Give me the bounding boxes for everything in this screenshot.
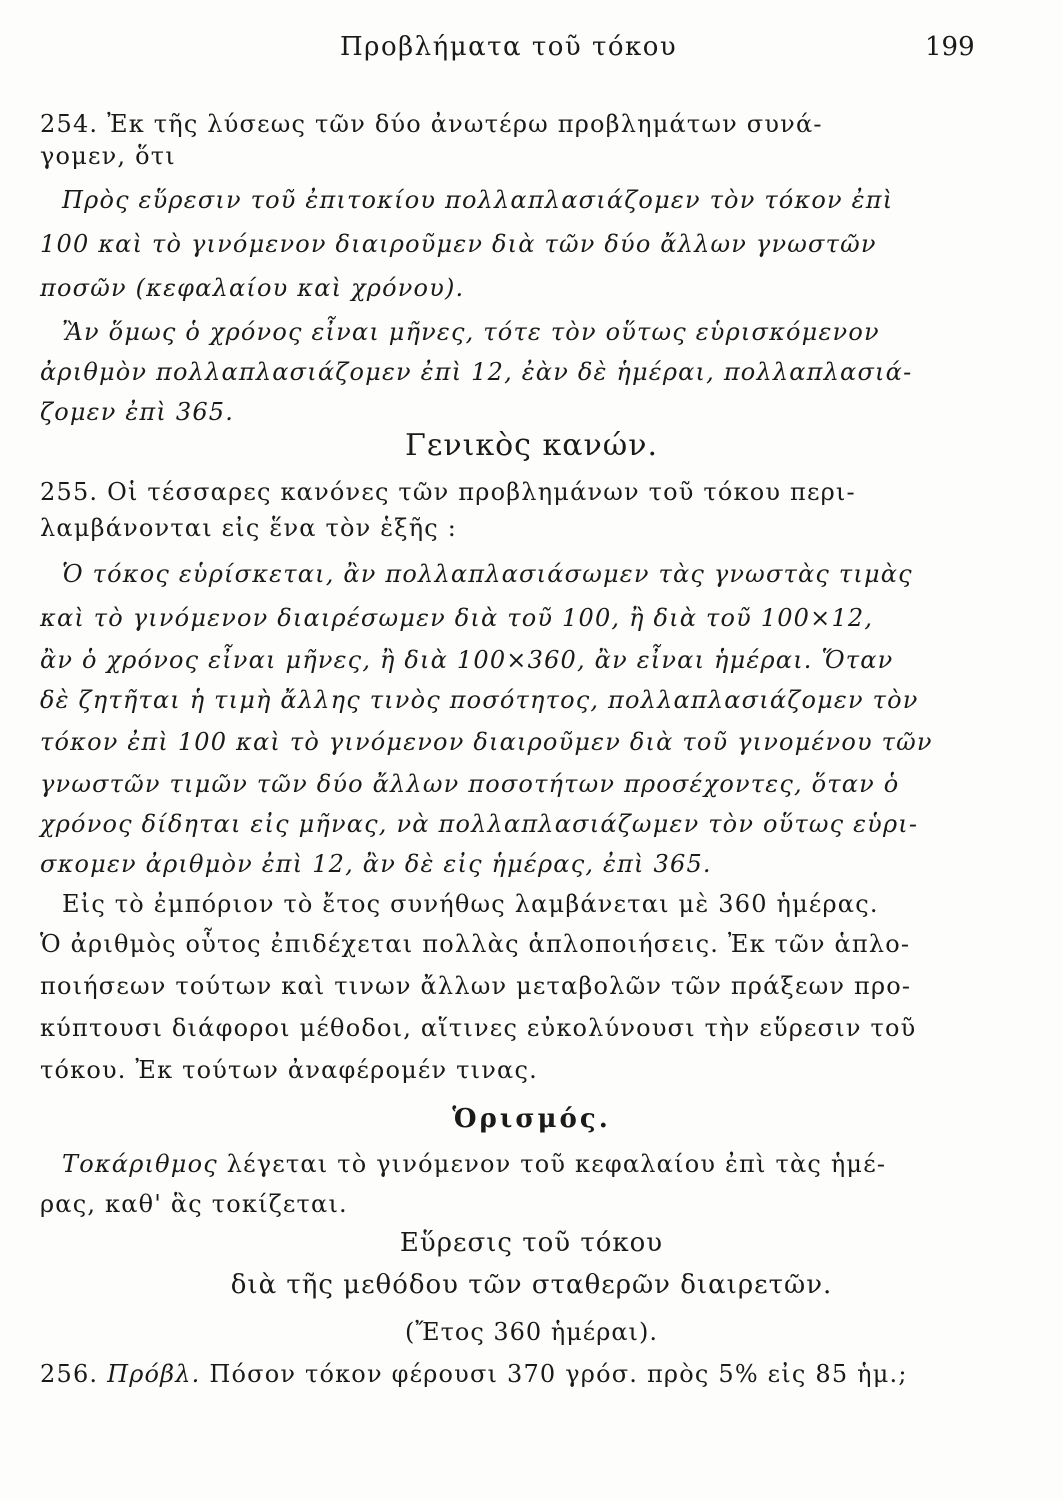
definition-text: λέγεται τὸ γινόμενον τοῦ κεφαλαίου ἐπὶ τὰς ἡμέ- (226, 1150, 887, 1178)
rule-255-line-4: δὲ ζητῆται ἡ τιμὴ ἄλλης τινὸς ποσότητος, πολλαπλασιάζομεν τὸν (40, 686, 919, 714)
problem-256-text: Πόσον τόκον φέρουσι 370 γρόσ. πρὸς 5% εἰς 85 ἡμ.; (209, 1360, 908, 1388)
paragraph-255b-line-2: Ὁ ἀριθμὸς οὗτος ἐπιδέχεται πολλὰς ἁπλοποιήσεις. Ἐκ τῶν ἁπλο- (40, 930, 911, 958)
rule-255-line-1: Ὁ τόκος εὑρίσκεται, ἂν πολλαπλασιάσωμεν τὰς γνωστὰς τιμὰς (62, 560, 913, 588)
heading-method-subtitle: διὰ τῆς μεθόδου τῶν σταθερῶν διαιρετῶν. (230, 1270, 833, 1300)
definition-line-2: ρας, καθ' ἃς τοκίζεται. (40, 1190, 348, 1218)
heading-method-title: Εὕρεσις τοῦ τόκου (399, 1228, 664, 1258)
paragraph-255b-line-3: ποιήσεων τούτων καὶ τινων ἄλλων μεταβολῶν τῶν πράξεων προ- (40, 972, 912, 1000)
rule-255-line-2: καὶ τὸ γινόμενον διαιρέσωμεν διὰ τοῦ 100, ἢ διὰ τοῦ 100×12, (40, 604, 874, 632)
paragraph-254-line-1: 254. Ἐκ τῆς λύσεως τῶν δύο ἀνωτέρω προβλημάτων συνά- (40, 110, 823, 138)
heading-method-year: (Ἔτος 360 ἡμέραι). (405, 1318, 658, 1346)
rule-255-line-7: χρόνος δίδηται εἰς μῆνας, νὰ πολλαπλασιάζωμεν τὸν οὕτως εὑρι- (40, 810, 919, 838)
rule-254-line-5: ἀριθμὸν πολλαπλασιάζομεν ἐπὶ 12, ἐὰν δὲ ἡμέραι, πολλαπλασιά- (40, 358, 913, 386)
running-title: Προβλήματα τοῦ τόκου (340, 32, 678, 62)
problem-256-number: 256. (40, 1360, 99, 1388)
rule-255-line-5: τόκον ἐπὶ 100 καὶ τὸ γινόμενον διαιροῦμεν διὰ τοῦ γινομένου τῶν (40, 728, 933, 756)
rule-254-line-2: 100 καὶ τὸ γινόμενον διαιροῦμεν διὰ τῶν δύο ἄλλων γνωστῶν (40, 230, 877, 258)
problem-256-label: Πρόβλ. (107, 1360, 201, 1388)
page-number: 199 (925, 32, 975, 62)
rule-254-line-1: Πρὸς εὕρεσιν τοῦ ἐπιτοκίου πολλαπλασιάζομεν τὸν τόκον ἐπὶ (62, 186, 894, 214)
definition-line-1 (62, 1148, 970, 1180)
paragraph-254-line-2: γομεν, ὅτι (40, 142, 176, 170)
paragraph-255b-line-1: Εἰς τὸ ἐμπόριον τὸ ἔτος συνήθως λαμβάνεται μὲ 360 ἡμέρας. (62, 890, 879, 918)
paragraph-255b-line-4: κύπτουσι διάφοροι μέθοδοι, αἵτινες εὐκολύνουσι τὴν εὕρεσιν τοῦ (40, 1014, 917, 1042)
paragraph-255-line-2: λαμβάνονται εἰς ἕνα τὸν ἑξῆς : (40, 514, 458, 542)
rule-254-line-3: ποσῶν (κεφαλαίου καὶ χρόνου). (40, 274, 465, 302)
problem-256-line (40, 1358, 970, 1390)
rule-255-line-3: ἂν ὁ χρόνος εἶναι μῆνες, ἢ διὰ 100×360, ἂν εἶναι ἡμέραι. Ὅταν (40, 646, 894, 674)
rule-254-line-4: Ἂν ὅμως ὁ χρόνος εἶναι μῆνες, τότε τὸν οὕτως εὑρισκόμενον (62, 318, 880, 346)
paragraph-255b-line-5: τόκου. Ἐκ τούτων ἀναφέρομέν τινας. (40, 1056, 538, 1084)
definition-term: Τοκάριθμος (62, 1150, 218, 1178)
page-header (0, 32, 1063, 72)
paragraph-255-line-1: 255. Οἱ τέσσαρες κανόνες τῶν προβλημάνων τοῦ τόκου περι- (40, 478, 856, 506)
heading-definition: Ὁρισμός. (452, 1104, 611, 1134)
heading-general-rule: Γενικὸς κανών. (405, 428, 658, 463)
rule-255-line-6: γνωστῶν τιμῶν τῶν δύο ἄλλων ποσοτήτων προσέχοντες, ὅταν ὁ (40, 770, 900, 798)
rule-255-line-8: σκομεν ἀριθμὸν ἐπὶ 12, ἂν δὲ εἰς ἡμέρας, ἐπὶ 365. (40, 850, 712, 878)
rule-254-line-6: ζομεν ἐπὶ 365. (40, 398, 235, 426)
